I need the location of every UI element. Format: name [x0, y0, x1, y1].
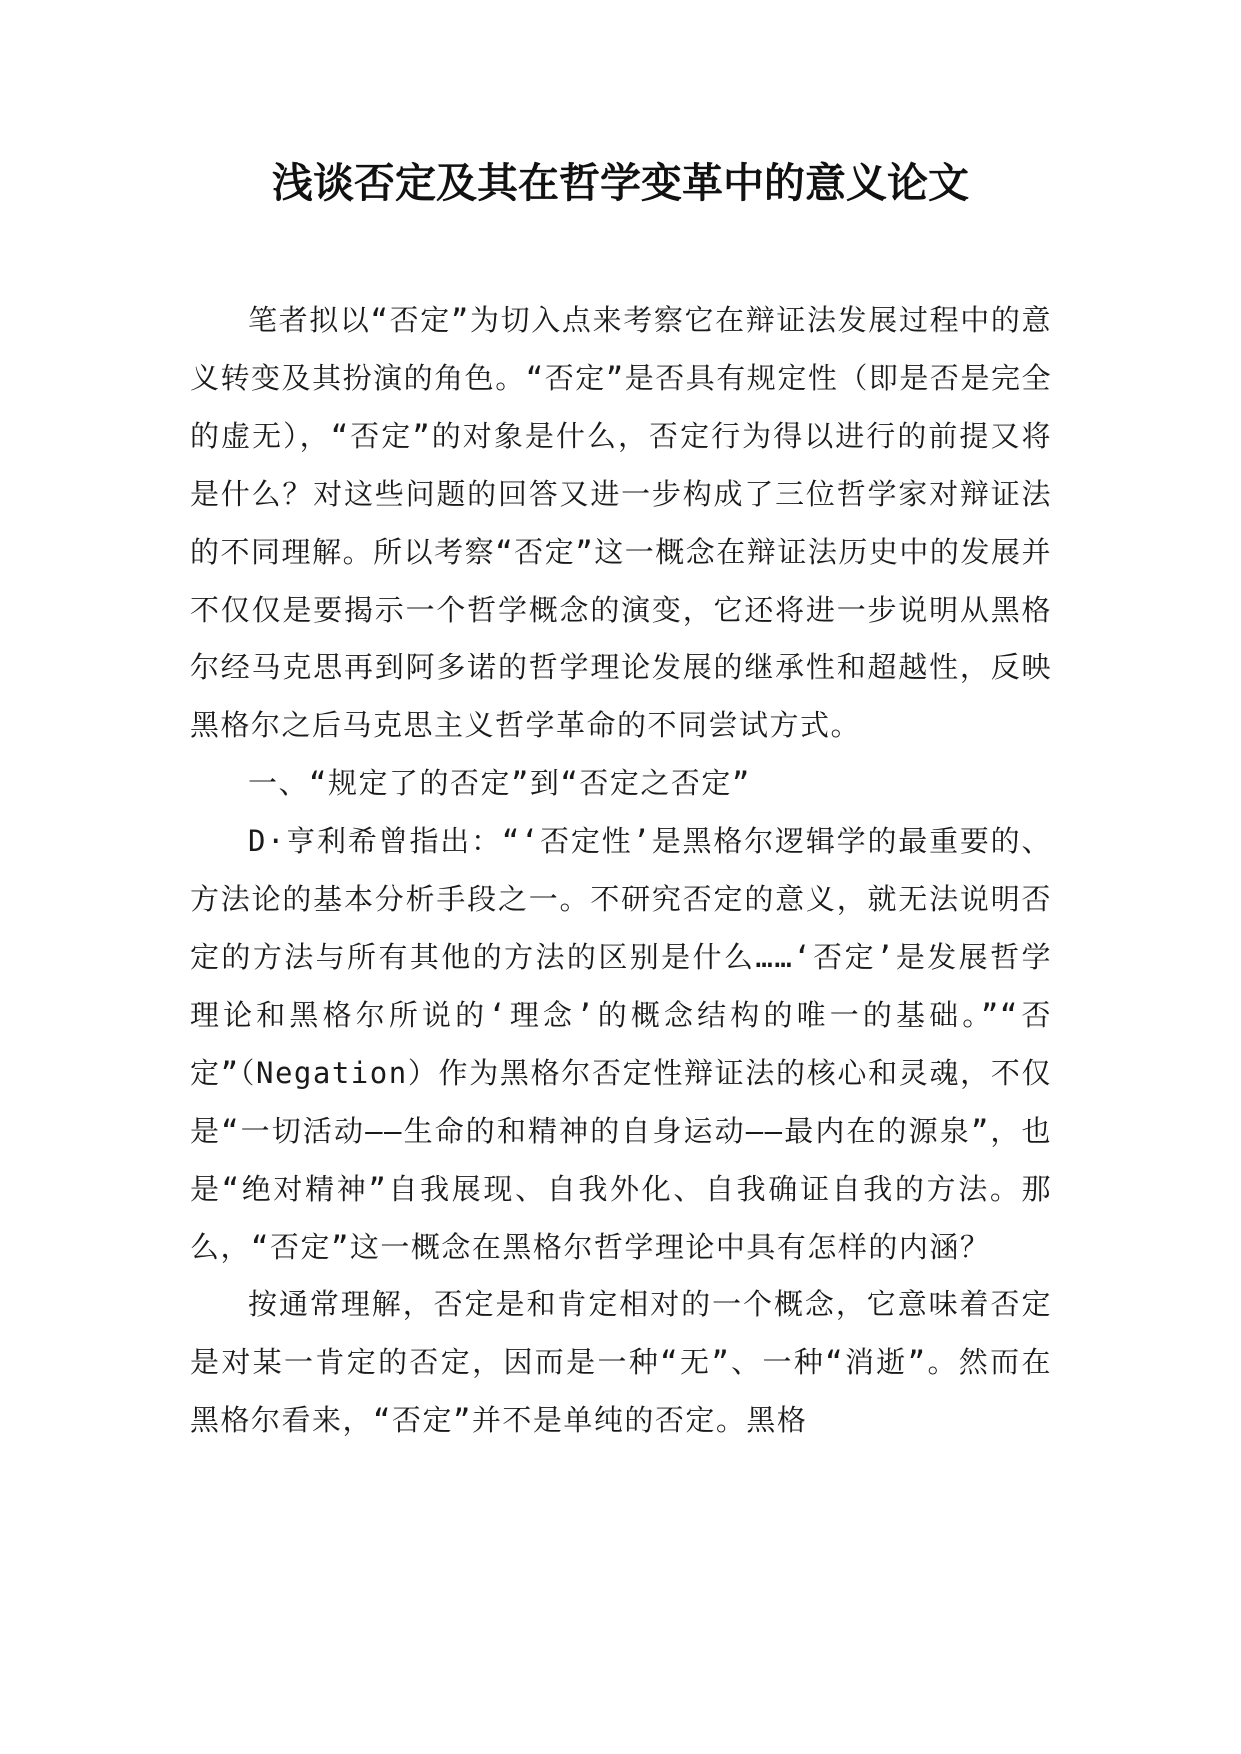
- section-heading-1: 一、“规定了的否定”到“否定之否定”: [248, 766, 751, 801]
- document-body: [190, 292, 1052, 1450]
- paragraph-henrich-quote: D·亨利希曾指出：“‘否定性’是黑格尔逻辑学的最重要的、方法论的基本分析手段之一。不研究否定的意义，就无法说明否定的方法与所有其他的方法的区别是什么……‘否定’是发展哲学理论和黑格尔所说的‘理念’的概念结构的唯一的基础。”“否定”（Negation）作为黑格尔否定性辩证法的核心和灵魂，不仅是“一切活动——生命的和精神的自身运动——最内在的源泉”，也是“绝对精神”自我展现、自我外化、自我确证自我的方法。那么，“否定”这一概念在黑格尔哲学理论中具有怎样的内涵？: [190, 824, 1052, 1264]
- paragraph-negation-meaning: 按通常理解，否定是和肯定相对的一个概念，它意味着否定是对某一肯定的否定，因而是一种“无”、一种“消逝”。然而在黑格尔看来，“否定”并不是单纯的否定。黑格: [190, 1287, 1052, 1438]
- document-title: 浅谈否定及其在哲学变革中的意义论文: [272, 159, 969, 207]
- paragraph-intro: 笔者拟以“否定”为切入点来考察它在辩证法发展过程中的意义转变及其扮演的角色。“否定”是否具有规定性（即是否是完全的虚无），“否定”的对象是什么，否定行为得以进行的前提又将是什么？对这些问题的回答又进一步构成了三位哲学家对辩证法的不同理解。所以考察“否定”这一概念在辩证法历史中的发展并不仅仅是要揭示一个哲学概念的演变，它还将进一步说明从黑格尔经马克思再到阿多诺的哲学理论发展的继承性和超越性，反映黑格尔之后马克思主义哲学革命的不同尝试方式。: [190, 303, 1052, 743]
